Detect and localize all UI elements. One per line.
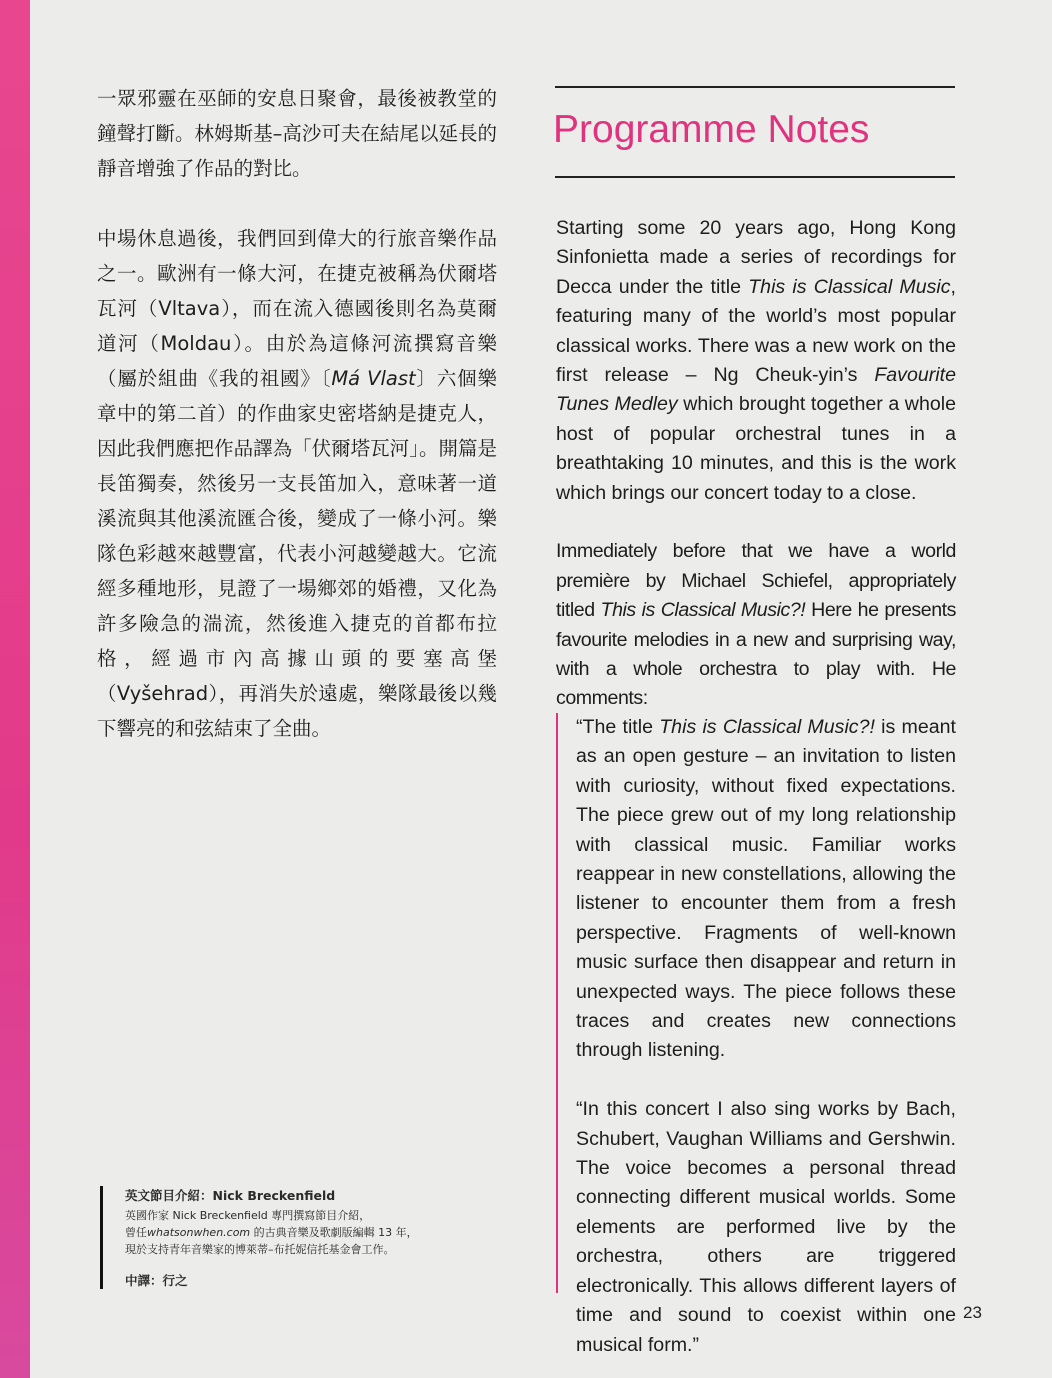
quote-paragraph-1: [576, 713, 956, 1066]
quote-paragraph-2: “In this concert I also sing works by Bach, Schubert, Vaughan Williams and Gershwin. The voice becomes a personal thread connecting different musical worlds. Some elements are performed live by the orchestra, others are triggered electronically. This allows different layers of time and sound to coexist within one musical form.”: [576, 1098, 956, 1356]
english-paragraph-1: [556, 214, 956, 508]
chinese-paragraph-2-part-a: 中場休息過後，我們回到偉大的行旅音樂作品之一。歐洲有一條大河，在捷克被稱為伏爾塔瓦河（Vltava），而在流入德國後則名為莫爾道河（Moldau）。由於為這條河流撰寫音樂（屬於組曲《我的祖國》〔: [97, 227, 497, 390]
page-title: Programme Notes: [553, 108, 870, 151]
english-p1-b: , featuring many of the world’s most popular classical works. There was a new work on the first release – Ng Cheuk-yin’s: [556, 275, 956, 387]
quote-p1-b: is meant as an open gesture – an invitation to listen with curiosity, without fixed expectations. The piece grew out of my long relationship with classical music. Familiar works reappear in new constellations, allowing the listener to encounter them from a fresh perspective. Fragments of well-known music surface then disappear and return in unexpected ways. The piece follows these traces and creates new connections through listening.: [576, 716, 956, 1062]
composer-quote: [556, 713, 956, 1356]
credit-title: 英文節目介紹：Nick Breckenfield: [125, 1188, 336, 1203]
pink-side-bar: [0, 0, 30, 1378]
credit-line-2-b: 的古典音樂及歌劇版編輯 13 年，: [250, 1226, 418, 1239]
quote-work-title: This is Classical Music?!: [659, 716, 875, 738]
heading-top-rule: [555, 86, 955, 88]
chinese-notes-column: [97, 81, 497, 746]
english-p1-c: which brought together a whole host of popular orchestral tunes in a breathtaking 10 minutes, and this is the work which brings our concert today to a close.: [556, 393, 956, 504]
author-credit-box: [100, 1186, 445, 1289]
premiere-title: This is Classical Music?!: [600, 599, 806, 622]
album-title: This is Classical Music: [748, 275, 951, 298]
credit-line-3: 現於支持青年音樂家的博萊蒂–布托妮信托基金會工作。: [125, 1243, 395, 1256]
quote-p1-a: “The title: [576, 716, 660, 738]
credit-website: whatsonwhen.com: [147, 1226, 251, 1239]
heading-bottom-rule: [555, 176, 955, 178]
work-title-ma-vlast: Má Vlast: [331, 367, 416, 390]
english-p2-b: Here he presents favourite melodies in a new and surprising way, with a whole orchestra to play with. He comments:: [556, 599, 956, 710]
page-number: 23: [963, 1303, 982, 1322]
credit-line-2: [125, 1224, 445, 1241]
chinese-paragraph-2: [97, 221, 497, 746]
credit-line-1: 英國作家 Nick Breckenfield 專門撰寫節目介紹，: [125, 1209, 371, 1222]
credit-translator: 中譯：行之: [125, 1273, 188, 1288]
chinese-paragraph-2-part-b: 〕六個樂章中的第二首）的作曲家史密塔納是捷克人，因此我們應把作品譯為「伏爾塔瓦河」。開篇是長笛獨奏，然後另一支長笛加入，意味著一道溪流與其他溪流匯合後，變成了一條小河。樂隊色彩越來越豐富，代表小河越變越大。它流經多種地形，見證了一場鄉郊的婚禮，又化為許多險急的湍流，然後進入捷克的首都布拉格，經過市內高據山頭的要塞高堡（Vyšehrad），再消失於遠處，樂隊最後以幾下響亮的和弦結束了全曲。: [97, 367, 497, 740]
english-p2-a: Immediately before that we have a world première by Michael Schiefel, appropriately titled: [556, 540, 956, 622]
english-paragraph-2: [556, 537, 956, 713]
chinese-paragraph-1: 一眾邪靈在巫師的安息日聚會，最後被教堂的鐘聲打斷。林姆斯基–高沙可夫在結尾以延長的靜音增強了作品的對比。: [97, 87, 497, 180]
english-notes-column: [556, 214, 956, 714]
credit-line-2-a: 曾任: [125, 1226, 147, 1239]
medley-title: Favourite Tunes Medley: [556, 364, 956, 416]
english-p1-a: Starting some 20 years ago, Hong Kong Sinfonietta made a series of recordings for Decca under the title: [556, 217, 956, 298]
